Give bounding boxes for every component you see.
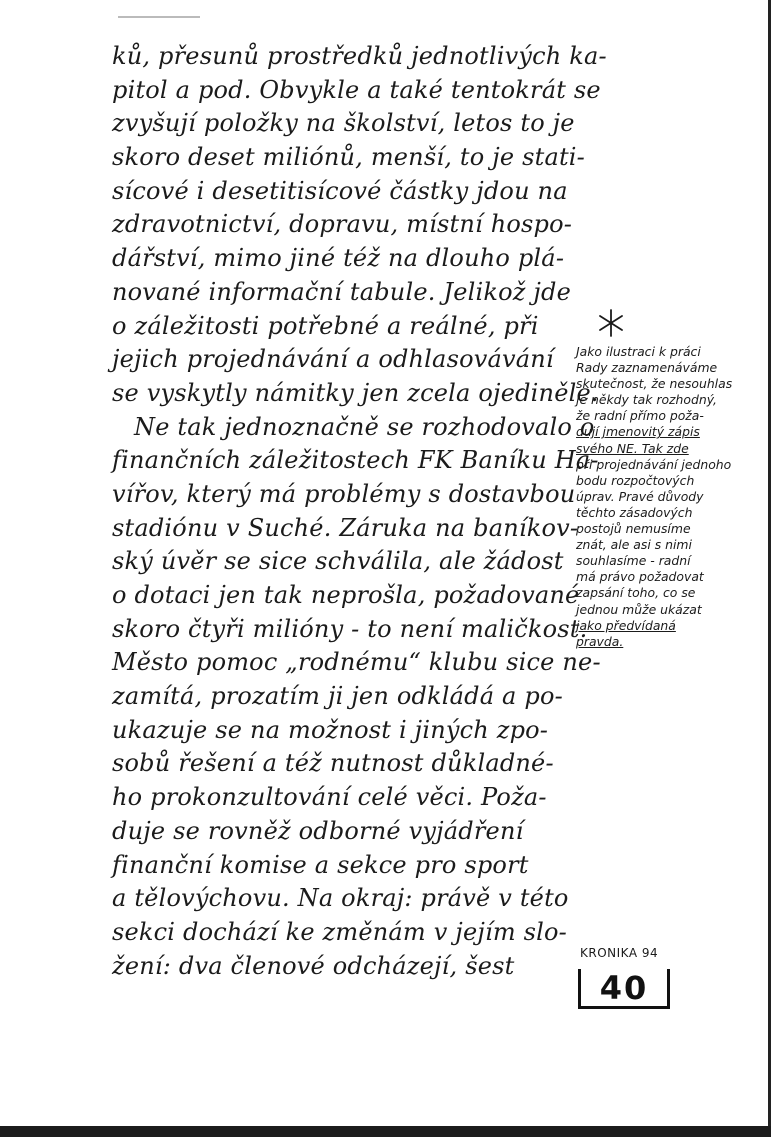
main-text-line: sícové i desetitisícové částky jdou na (112, 176, 568, 205)
side-note-line: pravda. (576, 633, 624, 649)
side-note-line: při projednávání jednoho (576, 456, 732, 472)
side-note-line: že radní přímo poža- (576, 408, 704, 424)
side-note-line: znát, ale asi s nimi (576, 537, 692, 553)
side-note-line: zapsání toho, co se (576, 585, 696, 601)
side-note-line: jako předvídaná (576, 617, 676, 633)
page-number: 40 (599, 968, 649, 1007)
main-text-line: sekci dochází ke změnám v jejím slo- (112, 917, 567, 946)
main-text-line: ský úvěr se sice schválila, ale žádost (112, 547, 564, 576)
main-text-line: a tělovýchovu. Na okraj: právě v této (112, 884, 569, 913)
side-note-line: úprav. Pravé důvody (576, 488, 704, 504)
side-note-line: má právo požadovat (576, 569, 704, 585)
main-text-line: se vyskytly námitky jen zcela ojediněle. (112, 378, 599, 407)
main-text-line: žení: dva členové odcházejí, šest (112, 951, 515, 980)
main-text-line: skoro čtyři milióny - to není maličkost. (112, 614, 588, 643)
main-text-line: nované informační tabule. Jelikož jde (112, 277, 572, 306)
main-text-line: ukazuje se na možnost i jiných zpo- (112, 715, 549, 744)
side-note-line: postojů nemusíme (576, 521, 691, 537)
main-text-line: ho prokonzultování celé věci. Poža- (112, 783, 547, 812)
top-rule (118, 16, 200, 18)
chronicle-label: KRONIKA 94 (580, 946, 659, 960)
side-note (576, 344, 762, 650)
page-number-box (578, 969, 670, 1009)
main-text-line: pitol a pod. Obvykle a také tentokrát se (112, 75, 601, 104)
main-text-line: o záležitosti potřebné a reálné, při (112, 311, 539, 340)
side-note-line: skutečnost, že nesouhlas (576, 376, 733, 392)
side-note-line: jednou může ukázat (576, 601, 702, 617)
main-text-line: Ne tak jednoznačně se rozhodovalo o (134, 412, 595, 441)
main-text-line: Město pomoc „rodnému“ klubu sice ne- (112, 648, 601, 677)
main-text-line: zdravotnictví, dopravu, místní hospo- (112, 210, 573, 239)
main-text-line: duje se rovněž odborné vyjádření (112, 816, 524, 845)
main-text-line: skoro deset miliónů, menší, to je stati- (112, 143, 585, 172)
main-text-line: zamítá, prozatím ji jen odkládá a po- (112, 682, 563, 711)
main-text-line: dářství, mimo jiné též na dlouho plá- (112, 244, 565, 273)
side-note-line: Rady zaznamenáváme (576, 360, 718, 376)
page-edge-bottom (0, 1126, 771, 1137)
main-text-line: finanční komise a sekce pro sport (112, 850, 529, 879)
side-note-line: bodu rozpočtových (576, 472, 695, 488)
side-note-line: je někdy tak rozhodný, (576, 392, 717, 408)
main-text-line: o dotaci jen tak neprošla, požadované (112, 581, 580, 609)
side-note-line: Jako ilustraci k práci (576, 344, 701, 359)
main-text-line: jejich projednávání a odhlasovávání (112, 345, 554, 374)
main-text-line: sobů řešení a též nutnost důkladné- (112, 749, 554, 778)
side-note-line: dují jmenovitý zápis (576, 424, 700, 440)
side-note-line: svého NE. Tak zde (576, 440, 689, 456)
main-text-line: vířov, který má problémy s dostavbou (112, 479, 576, 508)
main-text-line: zvyšují položky na školství, letos to je (112, 109, 575, 138)
main-text-line: finančních záležitostech FK Baníku Ha- (112, 446, 599, 475)
main-text-line: ků, přesunů prostředků jednotlivých ka- (112, 42, 607, 70)
side-note-line: souhlasíme - radní (576, 553, 691, 569)
main-text-line: stadiónu v Suché. Záruka na baníkov- (112, 513, 579, 542)
side-note-line: těchto zásadových (576, 504, 693, 520)
asterisk-icon (596, 308, 626, 338)
